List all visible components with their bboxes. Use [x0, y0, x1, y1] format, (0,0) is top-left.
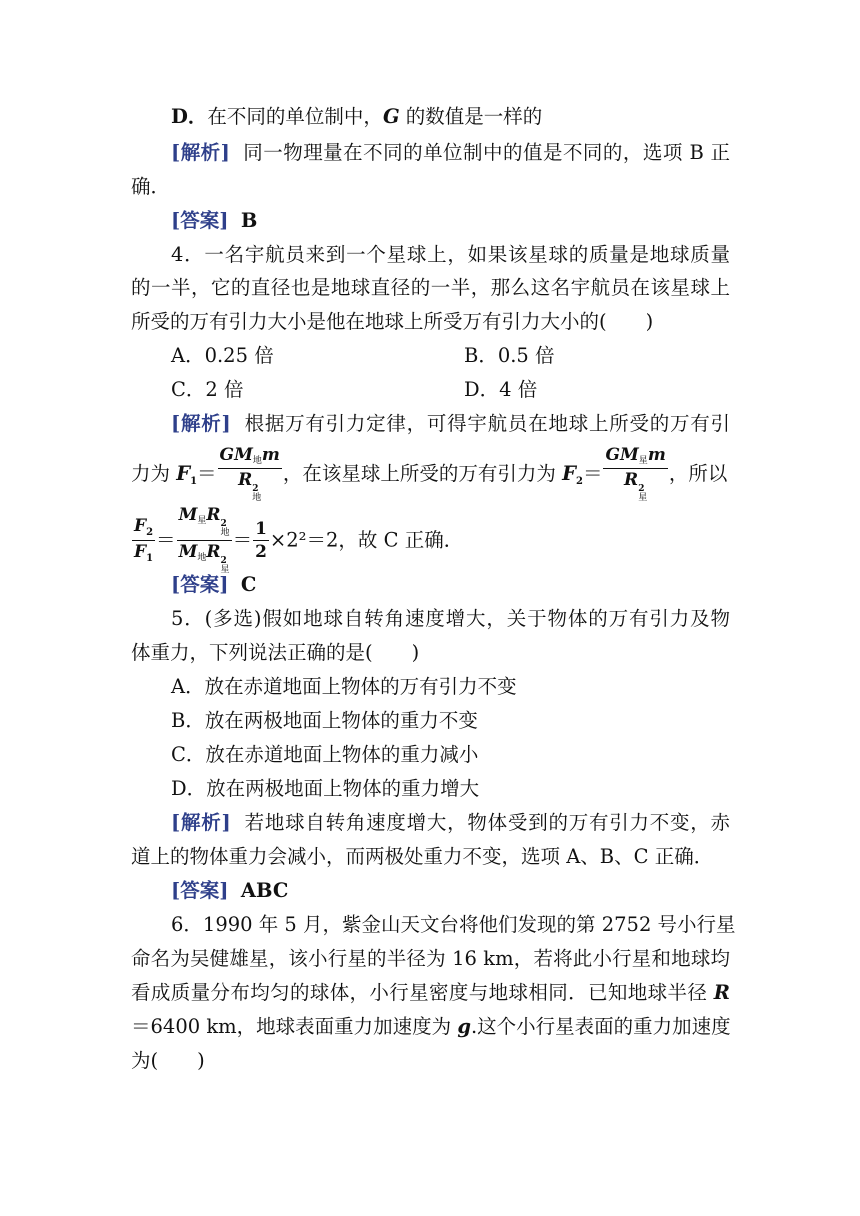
- q6-stem-line2: 命名为吴健雄星，该小行星的半径为 16 km，若将此小行星和地球均: [131, 947, 730, 970]
- q3-analysis-cont: 确．: [131, 175, 171, 198]
- q4-analysis-formula-line: 力为 $F_1=$ GM地m R 2 地 ，在该星球上所受的万有引力为 $F_2=$ GM星m R 2 星 ，所以: [131, 444, 728, 503]
- q4-stem-line2: 的一半，它的直径也是地球直径的一半，那么这名宇航员在该星球上: [131, 276, 730, 299]
- q5-stem-line1: 5．(多选)假如地球自转角速度增大，关于物体的万有引力及物: [171, 607, 730, 630]
- analysis-tag: [解析]: [171, 141, 230, 164]
- q6-stem-line5: 为( ): [131, 1049, 205, 1072]
- q3-option-d: D．在不同的单位制中，G 的数值是一样的: [171, 105, 543, 128]
- q5-analysis-cont: 道上的物体重力会减小，而两极处重力不变，选项 A、B、C 正确．: [131, 845, 714, 868]
- formula-force-ratio: $\frac{F_2}{F_1}$: [134, 516, 154, 564]
- q4-option-c: C．2 倍: [171, 378, 244, 401]
- q4-analysis-ratio-line: $\frac{F_2}{F_1}$ ＝ M星R 2 地 M地R 2 星 ＝ $\frac{1}{2}$ ×2²＝2，故 C 正确．: [134, 505, 464, 575]
- analysis-tag: [解析]: [171, 412, 231, 435]
- formula-mass-radius-ratio: M星R 2 地 M地R 2 星: [178, 505, 230, 575]
- q6-stem-line1: 6．1990 年 5 月，紫金山天文台将他们发现的第 2752 号小行星: [171, 913, 736, 936]
- q6-stem-line3: 看成质量分布均匀的球体，小行星密度与地球相同．已知地球半径 R: [131, 981, 730, 1004]
- q4-answer: [答案] C: [171, 573, 257, 596]
- q5-option-a: A．放在赤道地面上物体的万有引力不变: [171, 675, 517, 698]
- q5-stem-line2: 体重力，下列说法正确的是( ): [131, 641, 420, 664]
- q5-answer: [答案] ABC: [171, 879, 289, 902]
- q6-stem-line4: ＝6400 km，地球表面重力加速度为 g.这个小行星表面的重力加速度: [131, 1015, 731, 1038]
- q4-options-row2: [171, 374, 730, 406]
- q5-analysis: [解析] 若地球自转角速度增大，物体受到的万有引力不变，赤: [171, 811, 730, 834]
- q4-options-row1: [171, 340, 730, 372]
- answer-tag: [答案]: [171, 209, 229, 232]
- formula-earth-force: GM地m R 2 地: [219, 444, 280, 503]
- q3-analysis: [解析] 同一物理量在不同的单位制中的值是不同的，选项 B 正: [171, 141, 731, 164]
- q5-option-d: D．放在两极地面上物体的重力增大: [171, 777, 480, 800]
- q4-analysis: [解析] 根据万有引力定律，可得宇航员在地球上所受的万有引: [171, 412, 730, 435]
- analysis-tag: [解析]: [171, 811, 231, 834]
- q4-option-a: A．0.25 倍: [171, 344, 274, 367]
- formula-star-force: GM星m R 2 星: [605, 444, 666, 503]
- q4-stem-line1: 4．一名宇航员来到一个星球上，如果该星球的质量是地球质量: [171, 243, 730, 266]
- answer-tag: [答案]: [171, 879, 229, 902]
- q4-option-b: B．0.5 倍: [464, 344, 555, 367]
- q5-option-b: B．放在两极地面上物体的重力不变: [171, 709, 478, 732]
- q3-answer: [答案] B: [171, 209, 258, 232]
- formula-half: $\frac{1}{2}$: [255, 519, 267, 562]
- answer-tag: [答案]: [171, 573, 229, 596]
- q4-stem-line3: 所受的万有引力大小是他在地球上所受万有引力大小的( ): [131, 310, 654, 333]
- q4-option-d: D．4 倍: [464, 378, 538, 401]
- q5-option-c: C．放在赤道地面上物体的重力减小: [171, 743, 479, 766]
